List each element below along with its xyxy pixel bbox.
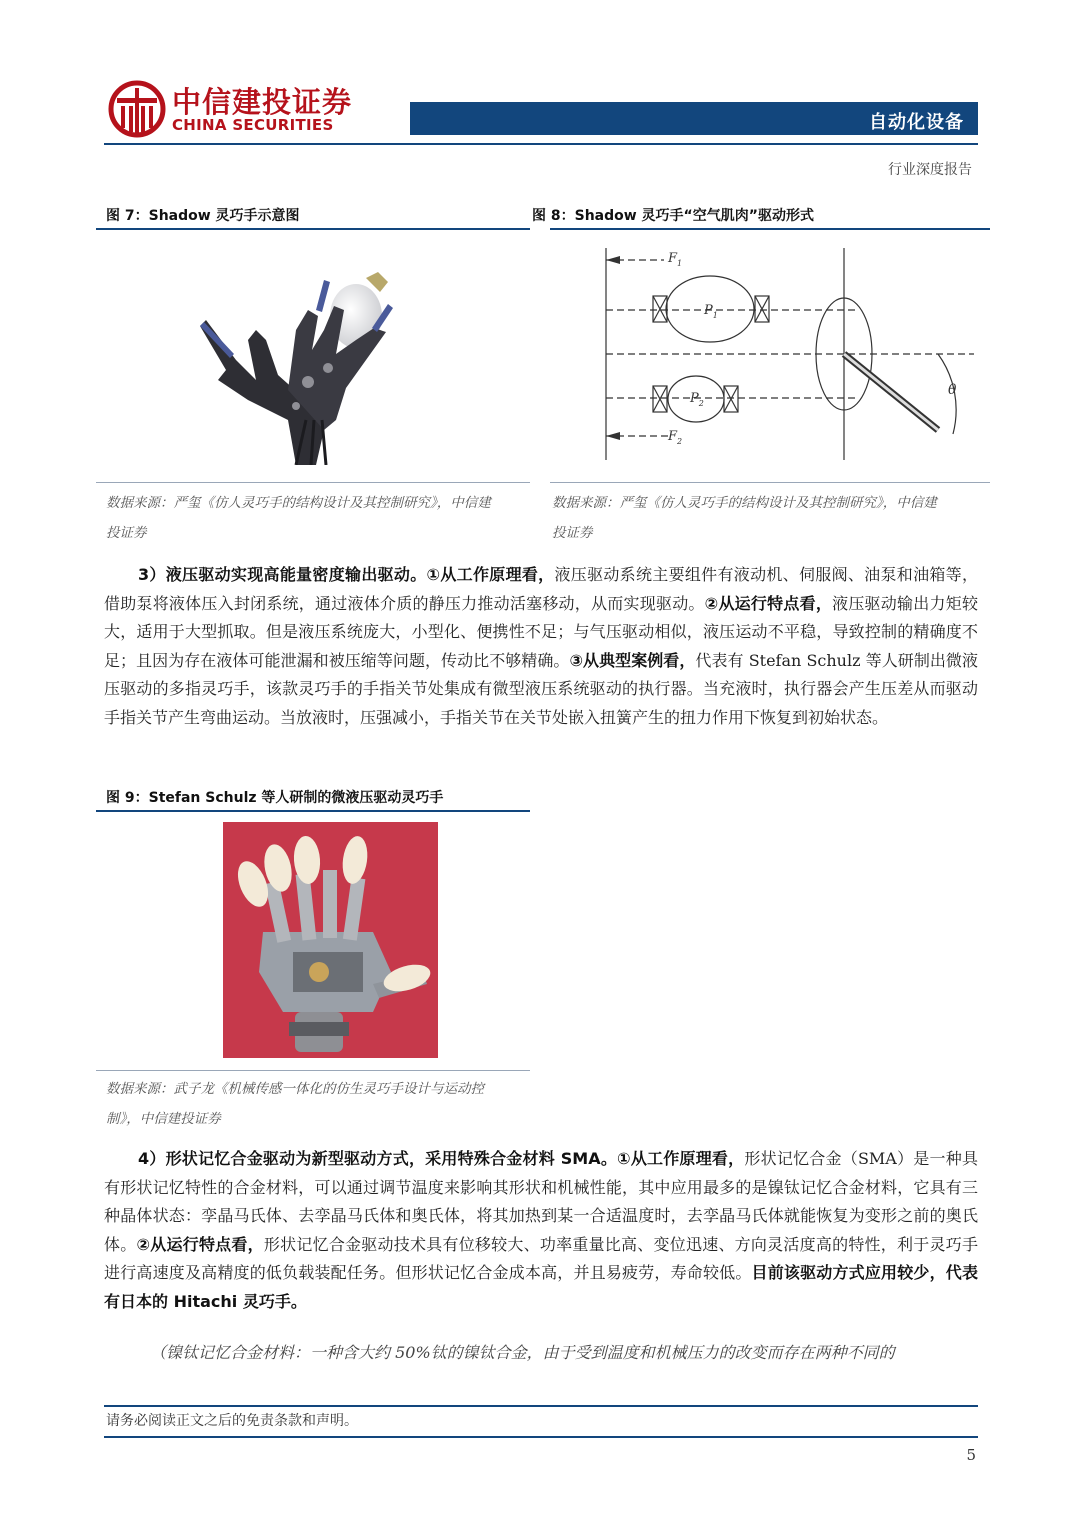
label-f1: $F_1$	[668, 251, 683, 268]
fig9-caption: 图 9：Stefan Schulz 等人研制的微液压驱动灵巧手	[106, 790, 444, 806]
label-p1: $P_1$	[704, 303, 718, 320]
label-theta: θ	[948, 382, 957, 398]
company-name-en: CHINA SECURITIES	[172, 116, 334, 134]
company-name-cn: 中信建投证券	[172, 85, 353, 119]
shadow-hand-image	[196, 270, 426, 465]
paragraph-hydraulic: 3）液压驱动实现高能量密度输出驱动。①从工作原理看，液压驱动系统主要组件有液动机、伺服阀、油泵和油箱等，借助泵将液体压入封闭系统，通过液体介质的静压力推动活塞移动，从而实现驱动。②从运行特点看，液压驱动输出力矩较大，适用于大型抓取。但是液压系统庞大，小型化、便携性不足；与气压驱动相似，液压运动不平稳，导致控制的精确度不足；且因为存在液体可能泄漏和被压缩等问题，传动比不够精确。③从典型案例看，代表有 Stefan Schulz 等人研制出微液压驱动的多指灵巧手，该款灵巧手的手指关节处集成有微型液压系统驱动的执行器。当充液时，执行器会产生压差从而驱动手指关节产生弯曲运动。当放液时，压强减小，手指关节在关节处嵌入扭簧产生的扭力作用下恢复到初始状态。	[104, 565, 978, 727]
fig8-source-line1: 数据来源：严玺《仿人灵巧手的结构设计及其控制研究》，中信建	[552, 495, 937, 511]
header-divider	[104, 143, 978, 145]
footer-bottom-rule	[104, 1436, 978, 1438]
footer-top-rule	[104, 1405, 978, 1407]
company-logo-icon	[108, 80, 166, 138]
fig7-source-line2: 投证券	[106, 525, 147, 541]
fig9-bottom-rule	[96, 1070, 530, 1071]
report-type: 行业深度报告	[888, 162, 972, 178]
air-muscle-diagram	[598, 244, 980, 464]
fig7-source-line1: 数据来源：严玺《仿人灵巧手的结构设计及其控制研究》，中信建	[106, 495, 491, 511]
micro-hydraulic-hand-image	[223, 822, 438, 1058]
fig7-rule	[96, 228, 530, 230]
sector-label: 自动化设备	[869, 112, 964, 133]
fig8-source-line2: 投证券	[552, 525, 593, 541]
fig8-rule	[550, 228, 990, 230]
label-p2: $P_2$	[690, 391, 704, 408]
fig7-caption: 图 7：Shadow 灵巧手示意图	[106, 208, 300, 224]
fig9-rule	[96, 810, 530, 812]
fig9-source-line2: 制》，中信建投证券	[106, 1111, 221, 1127]
sma-note: （镍钛记忆合金材料：一种含大约 50%钛的镍钛合金，由于受到温度和机械压力的改变而存在两种不同的	[150, 1343, 895, 1362]
sector-banner	[410, 102, 978, 135]
fig7-bottom-rule	[96, 482, 530, 483]
page-number: 5	[966, 1446, 976, 1464]
paragraph-sma: 4）形状记忆合金驱动为新型驱动方式，采用特殊合金材料 SMA。①从工作原理看，形状记忆合金（SMA）是一种具有形状记忆特性的合金材料，可以通过调节温度来影响其形状和机械性能，其中应用最多的是镍钛记忆合金材料，它具有三种晶体状态：孪晶马氏体、去孪晶马氏体和奥氏体，将其加热到某一合适温度时，去孪晶马氏体就能恢复为变形之前的奥氏体。②从运行特点看，形状记忆合金驱动技术具有位移较大、功率重量比高、变位迅速、方向灵活度高的特性，利于灵巧手进行高速度及高精度的低负载装配任务。但形状记忆合金成本高，并且易疲劳，寿命较低。目前该驱动方式应用较少，代表有日本的 Hitachi 灵巧手。	[104, 1149, 978, 1311]
fig8-caption: 图 8：Shadow 灵巧手“空气肌肉”驱动形式	[532, 208, 814, 224]
fig9-source-line1: 数据来源：武子龙《机械传感一体化的仿生灵巧手设计与运动控	[106, 1081, 484, 1097]
fig8-bottom-rule	[550, 482, 990, 483]
label-f2: $F_2$	[668, 429, 683, 446]
disclaimer-text: 请务必阅读正文之后的免责条款和声明。	[106, 1413, 358, 1429]
